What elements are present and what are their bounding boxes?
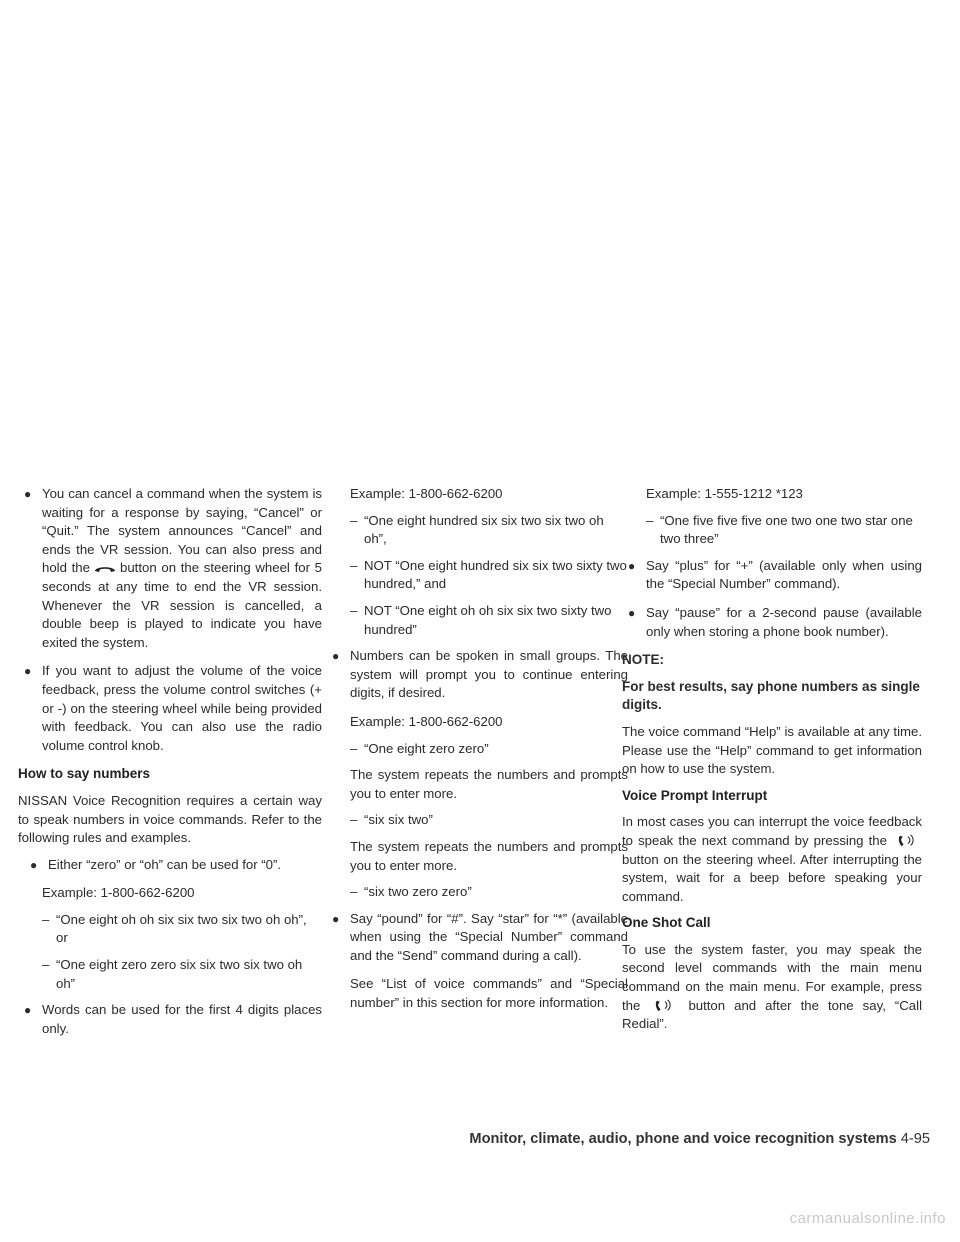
paragraph-one-shot [622,941,922,1034]
paragraph-text: To use the system faster, you may speak the second level commands with the main menu command on the main menu. For example, press the [622,941,922,1013]
dash-text: “six two zero zero” [364,884,472,900]
bullet-volume: ● If you want to adjust the volume of the voice feedback, press the volume control switches (+ or -) on the steering wheel while being provided with feedback. You can also use the radio volume control knob. [18,662,322,755]
dash-item: – “six two zero zero” [350,884,472,900]
bullet-small-groups: ● Numbers can be spoken in small groups. The system will prompt you to continue entering digits, if desired. [326,647,628,703]
paragraph-see-list: See “List of voice commands” and “Special number” in this section for more information. [350,976,628,1011]
heading-voice-prompt-interrupt: Voice Prompt Interrupt [622,787,768,803]
dash-item: – “six six two” [350,812,433,828]
phone-talk-icon [894,834,920,848]
example-line: Example: 1-800-662-6200 [350,486,503,501]
example-line: Example: 1-555-1212 *123 [646,486,803,501]
dash-item: – NOT “One eight oh oh six six two sixty two hundred” [350,602,612,637]
column-2 [326,485,628,1021]
note-text: For best results, say phone numbers as single digits. [622,678,920,713]
bullet-zero-oh: ● Either “zero” or “oh” can be used for “0”. [24,856,322,875]
note-label: NOTE: [622,652,664,668]
example-line: Example: 1-800-662-6200 [350,713,503,729]
dash-text: “six six two” [364,812,433,828]
dash-text: “One eight hundred six six two six two oh oh”, [364,512,604,547]
watermark: carmanualsonline.info [789,1210,946,1227]
phone-talk-icon [651,999,677,1013]
column-3 [622,485,922,1042]
bullet-plus: ● Say “plus” for “+” (available only when using the “Special Number” command). [622,557,922,594]
paragraph-text-tail: button on the steering wheel. After interrupting the system, wait for a beep before speaking your command. [622,851,922,904]
phone-hangup-icon [92,562,118,576]
paragraph-repeat: The system repeats the numbers and prompts you to enter more. [350,767,628,801]
bullet-text: You can cancel a command when the system is waiting for a response by saying, “Cancel” or “Quit.” The system announces “Cancel” and ends the VR session. You can also press and hold the [42,486,322,576]
paragraph-repeat: The system repeats the numbers and prompts you to enter more. [350,838,628,873]
bullet-cancel-command [18,485,322,652]
bullet-pound-star: ● Say “pound” for “#”. Say “star” for “*” (available when using the “Special Number” command and the “Send” command during a call). [326,910,628,966]
bullet-pause: ● Say “pause” for a 2-second pause (available only when storing a phone book number). [622,604,922,641]
bullet-words-digits: ● Words can be used for the first 4 digits places only. [18,1001,322,1038]
dash-text: “One eight zero zero six six two six two oh oh” [56,957,303,991]
dash-item: – “One eight hundred six six two six two oh oh”, [350,512,604,547]
footer-section-title: Monitor, climate, audio, phone and voice recognition systems [469,1131,897,1147]
dash-text: “One eight oh oh six six two six two oh oh”, or [56,911,307,946]
dash-item: – NOT “One eight hundred six six two sixty two hundred,” and [350,557,627,592]
dash-text: “One eight zero zero” [364,740,489,756]
dash-item: – “One eight oh oh six six two six two oh oh”, or [42,911,307,946]
dash-text: NOT “One eight hundred six six two sixty two hundred,” and [364,557,627,592]
paragraph-interrupt [622,813,922,906]
page-footer [420,1131,930,1147]
dash-item: – “One five five five one two one two star one two three” [646,512,913,547]
page-number: 4-95 [900,1131,930,1147]
heading-one-shot-call: One Shot Call [622,915,711,931]
column-1 [18,485,322,1048]
bullet-text-tail: button on the steering wheel for 5 seconds at any time to end the VR session. Whenever the VR session is cancelled, a double beep is played to indicate you have exited the system. [42,560,322,650]
dash-text: NOT “One eight oh oh six six two sixty two hundred” [364,602,612,637]
dash-text: “One five five five one two one two star one two three” [660,512,913,547]
paragraph-help: The voice command “Help” is available at any time. Please use the “Help” command to get information on how to use the system. [622,723,922,777]
paragraph-text-tail: button and after the tone say, “Call Redial”. [622,997,923,1032]
paragraph-numbers-intro: NISSAN Voice Recognition requires a certain way to speak numbers in voice commands. Refer to the following rules and examples. [18,792,322,846]
dash-item: – “One eight zero zero” [350,740,489,756]
example-line: Example: 1-800-662-6200 [42,885,195,901]
paragraph-text: In most cases you can interrupt the voice feedback to speak the next command by pressing the [622,814,922,848]
heading-how-to-say-numbers: How to say numbers [18,766,151,782]
dash-item: – “One eight zero zero six six two six two oh oh” [42,957,303,991]
